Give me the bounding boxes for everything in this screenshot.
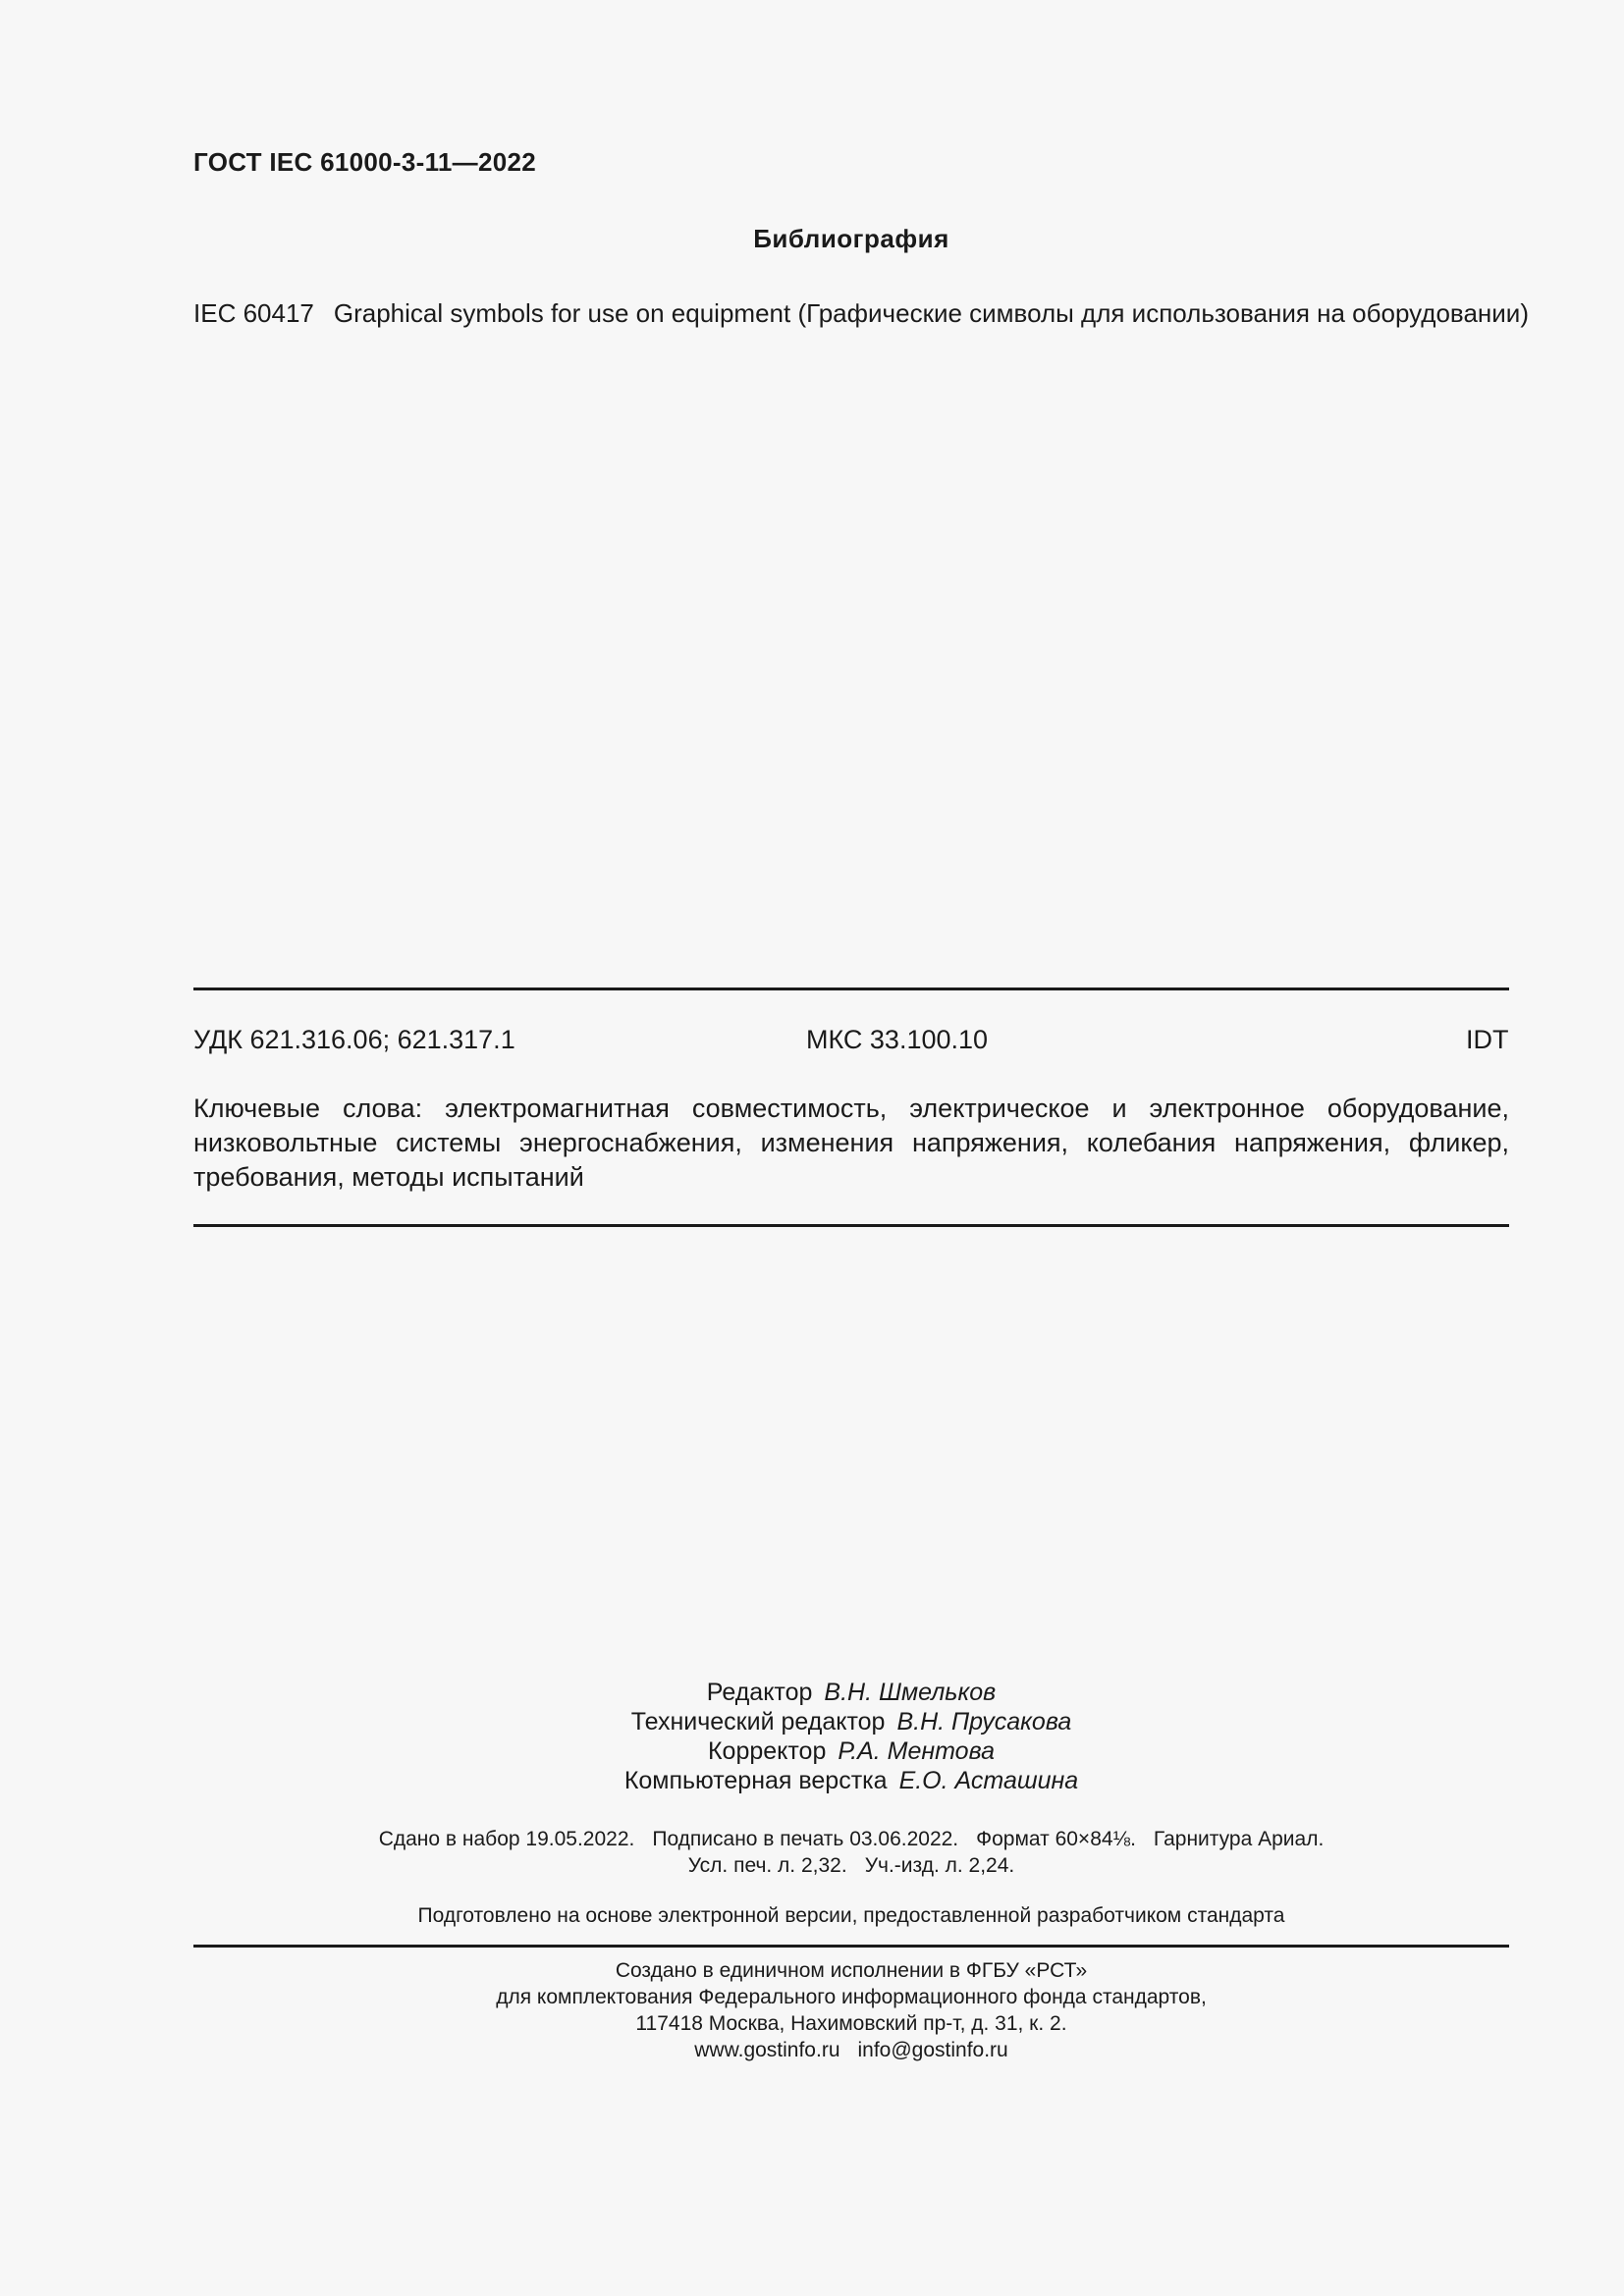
bibliography-title: Библиография [753, 224, 949, 253]
created-line: 117418 Москва, Нахимовский пр-т, д. 31, к. 2. [635, 2012, 1067, 2035]
credits-block [193, 1678, 1509, 1795]
imprint-format: Формат 60×84⅛. [976, 1828, 1136, 1850]
created-line: Создано в единичном исполнении в ФГБУ «РСТ» [615, 1959, 1088, 1982]
imprint-typeface: Гарнитура Ариал. [1153, 1828, 1325, 1850]
imprint-block [193, 1826, 1509, 1879]
credit-role: Редактор [706, 1679, 813, 1706]
imprint-signed: Подписано в печать 03.06.2022. [652, 1828, 959, 1850]
imprint-line [193, 1826, 1509, 1852]
credit-name: Е.О. Асташина [898, 1767, 1079, 1794]
created-line: для комплектования Федерального информационного фонда стандартов, [496, 1986, 1207, 2008]
website-link[interactable]: www.gostinfo.ru [694, 2039, 840, 2061]
document-id: ГОСТ IEC 61000-3-11—2022 [193, 147, 537, 177]
credit-name: В.Н. Прусакова [896, 1708, 1072, 1735]
divider-bottom [193, 1945, 1509, 1948]
imprint-publisher-sheets: Уч.-изд. л. 2,24. [864, 1854, 1015, 1877]
contact-line [193, 2037, 1509, 2063]
credit-name: Р.А. Ментова [838, 1737, 995, 1765]
bibliography-entry [193, 298, 1529, 329]
keywords-paragraph: Ключевые слова: электромагнитная совместимость, электрическое и электронное оборудование, низковольтные системы энергоснабжения, изменения напряжения, колебания напряжения, фликер, требования, методы испытаний [193, 1094, 1509, 1192]
idt-label: IDT [1466, 1025, 1509, 1054]
credit-line [193, 1736, 1509, 1766]
imprint-line [193, 1852, 1509, 1879]
divider-middle [193, 1224, 1509, 1227]
divider-top [193, 988, 1509, 990]
udk-code: УДК 621.316.06; 621.317.1 [193, 1025, 515, 1054]
credit-role: Компьютерная верстка [623, 1767, 888, 1794]
bibliography-entry-text: Graphical symbols for use on equipment (Графические символы для использования на оборудовании) [333, 298, 1529, 328]
credit-line [193, 1766, 1509, 1795]
email-link[interactable]: info@gostinfo.ru [857, 2039, 1008, 2061]
imprint-submitted: Сдано в набор 19.05.2022. [378, 1828, 635, 1850]
credit-role: Корректор [707, 1737, 827, 1765]
bibliography-entry-code: IEC 60417 [193, 298, 314, 328]
mks-code: МКС 33.100.10 [806, 1025, 989, 1054]
imprint-print-sheets: Усл. печ. л. 2,32. [687, 1854, 847, 1877]
credit-role: Технический редактор [630, 1708, 886, 1735]
credit-line [193, 1707, 1509, 1736]
credit-line [193, 1678, 1509, 1707]
prepared-note: Подготовлено на основе электронной версии, предоставленной разработчиком стандарта [417, 1904, 1285, 1927]
created-block [193, 1957, 1509, 2063]
credit-name: В.Н. Шмельков [824, 1679, 997, 1706]
